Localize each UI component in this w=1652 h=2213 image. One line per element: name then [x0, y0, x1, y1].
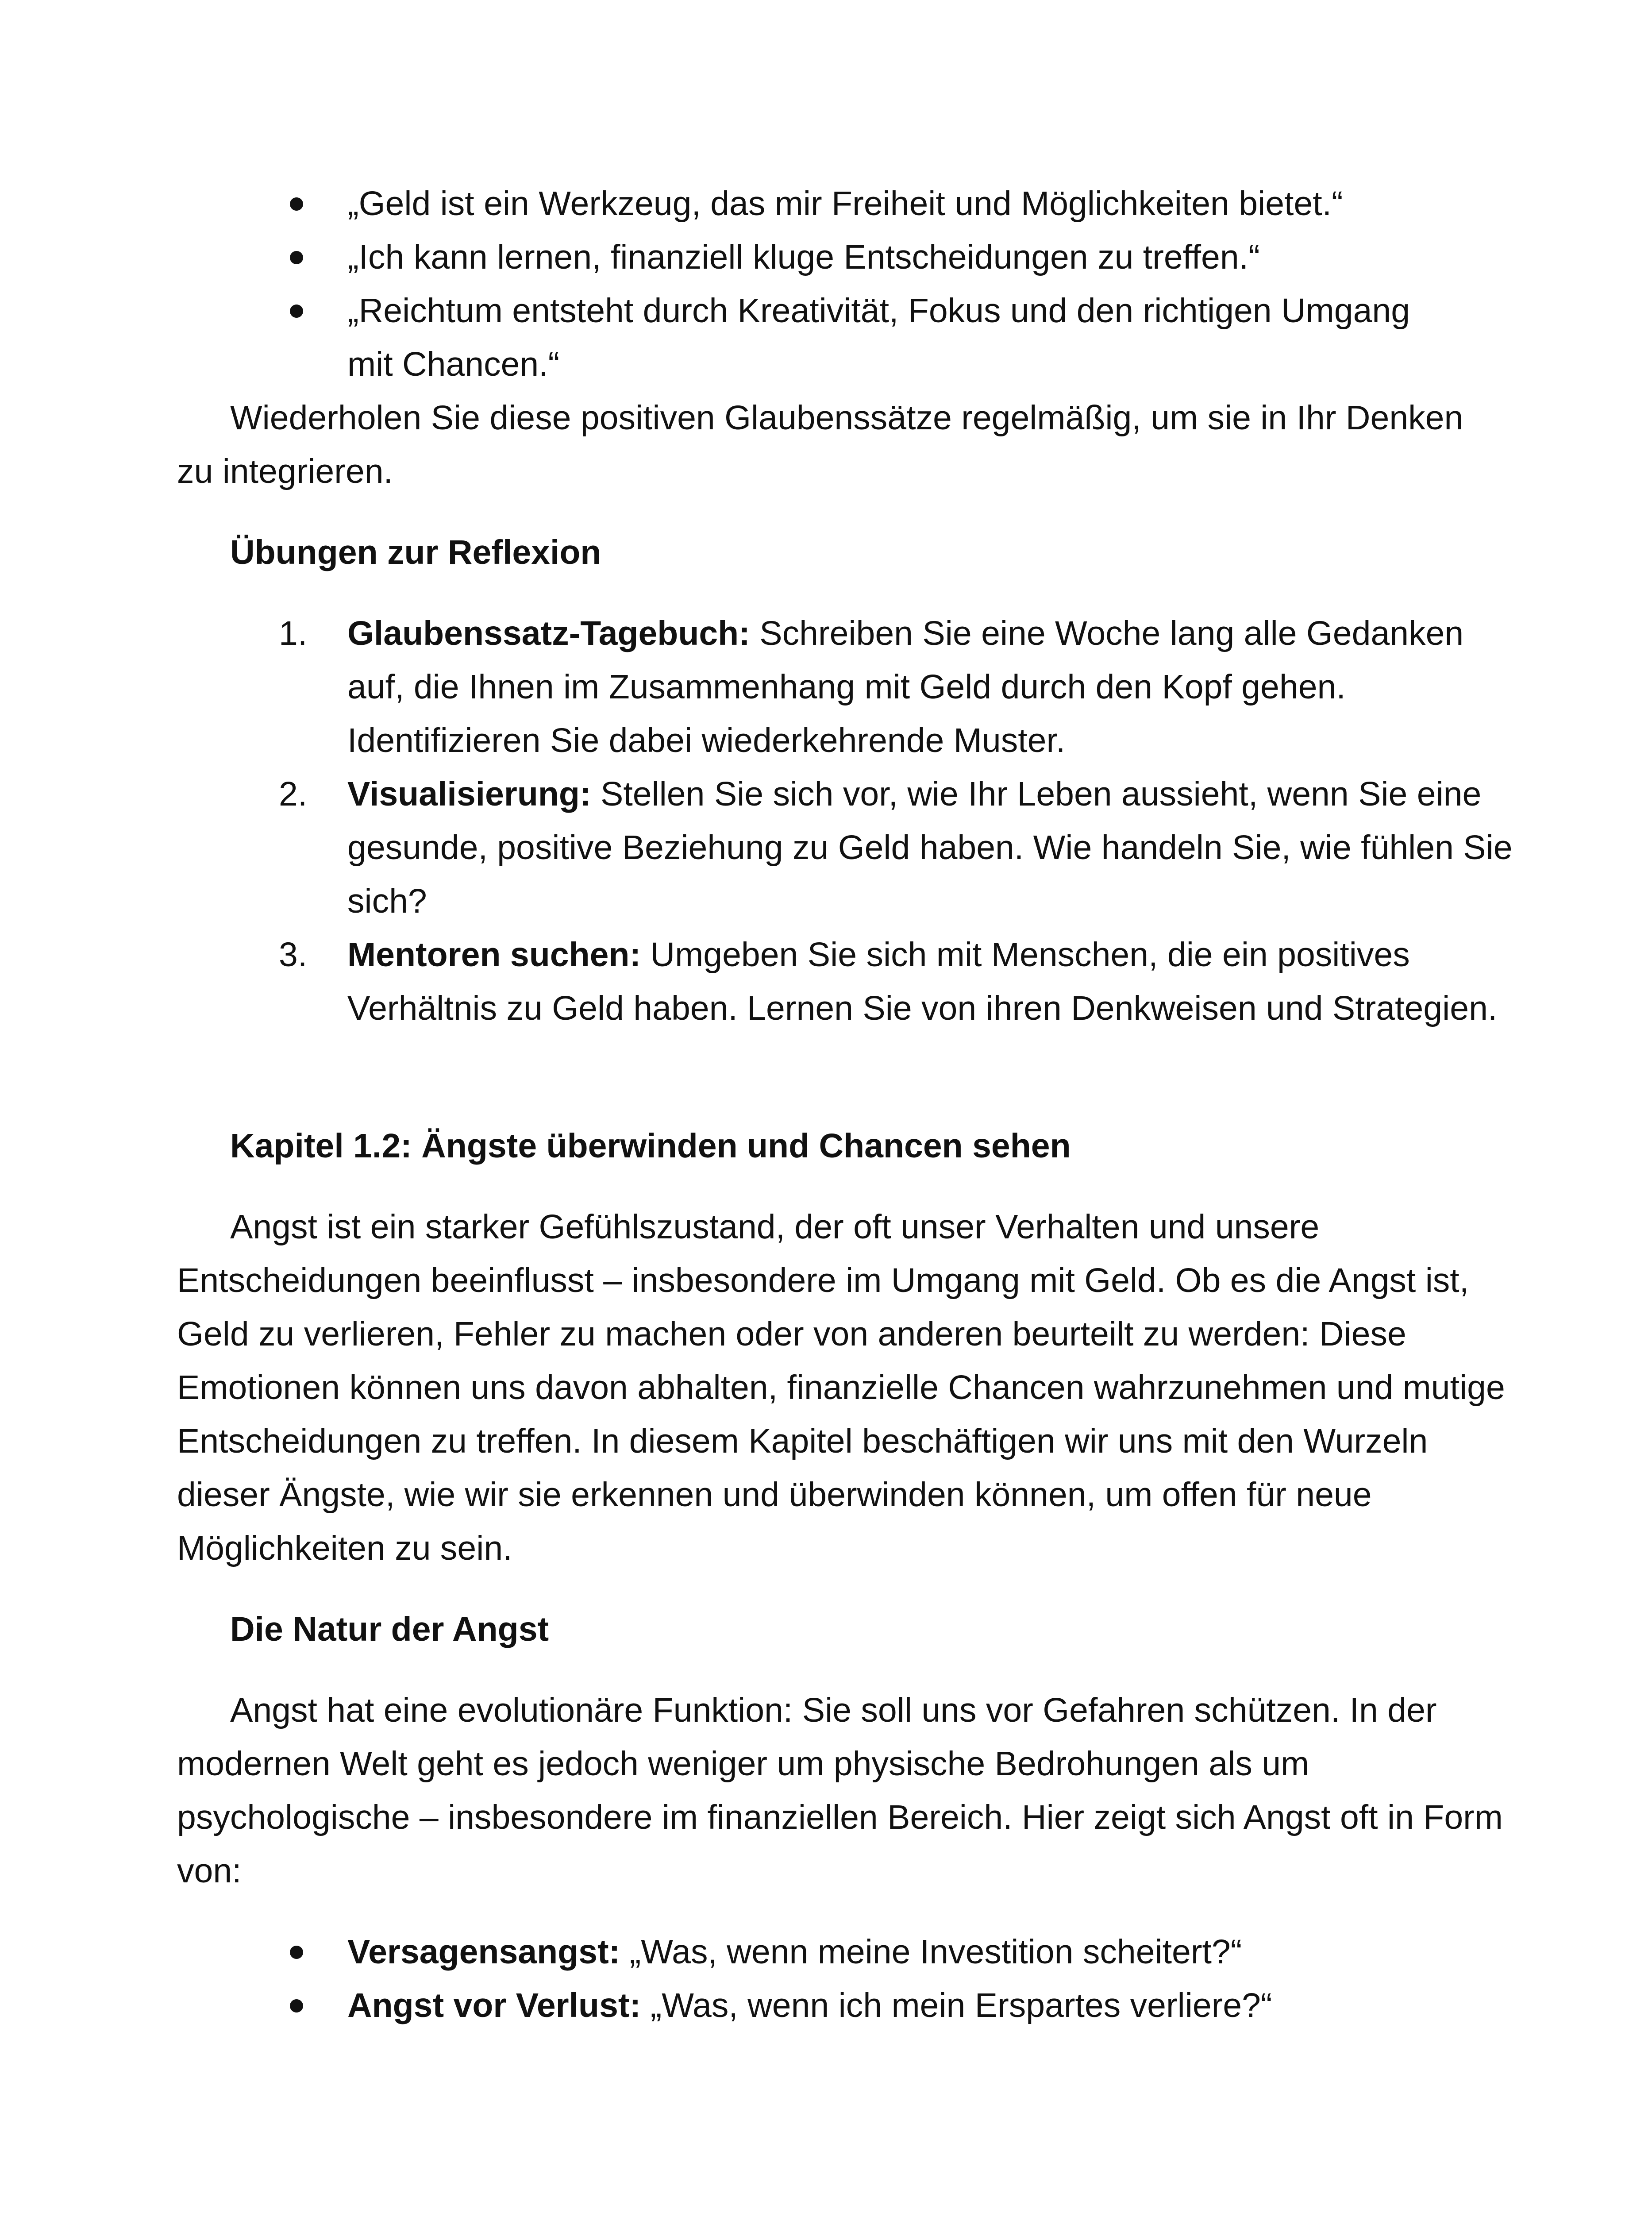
exercise-list: [177, 607, 1513, 1035]
list-item: [177, 231, 1513, 284]
list-item: [177, 284, 1513, 391]
list-item-text: „Geld ist ein Werkzeug, das mir Freiheit und Möglichkeiten bietet.“: [347, 185, 1343, 223]
bullet-icon: [290, 251, 303, 264]
paragraph-repeat: Wiederholen Sie diese positiven Glaubenssätze regelmäßig, um sie in Ihr Denken zu integrieren.: [177, 399, 1463, 490]
list-item-text: „Reichtum entsteht durch Kreativität, Fokus und den richtigen Umgang mit Chancen.“: [347, 292, 1410, 383]
chapter-intro-paragraph: Angst ist ein starker Gefühlszustand, der oft unser Verhalten und unsere Entscheidungen beeinflusst – insbesondere im Umgang mit Geld. Ob es die Angst ist, Geld zu verlieren, Fehler zu machen oder von anderen beurteilt zu werden: Diese Emotionen können uns davon abhalten, finanzielle Chancen wahrzunehmen und mutige Entscheidungen zu treffen. In diesem Kapitel beschäftigen wir uns mit den Wurzeln dieser Ängste, wie wir sie erkennen und überwinden können, um offen für neue Möglichkeiten zu sein.: [177, 1208, 1505, 1567]
exercise-text: Schreiben Sie eine Woche lang alle Gedanken auf, die Ihnen im Zusammenhang mit Geld durch den Kopf gehen. Identifizieren Sie dabei wiederkehrende Muster.: [347, 614, 1464, 760]
heading-natur: Die Natur der Angst: [230, 1610, 549, 1648]
page-content: [177, 177, 1513, 2032]
list-item: [177, 928, 1513, 1035]
list-item: [177, 607, 1513, 767]
fear-list: [177, 1925, 1513, 2032]
exercise-title: Glaubenssatz-Tagebuch:: [347, 614, 750, 652]
list-item: [177, 767, 1513, 928]
list-number: 3.: [279, 936, 308, 974]
list-item: [177, 1979, 1513, 2032]
fear-title: Angst vor Verlust:: [347, 1986, 641, 2024]
chapter-heading: Kapitel 1.2: Ängste überwinden und Chancen sehen: [230, 1127, 1071, 1165]
bullet-icon: [290, 305, 303, 318]
fear-text: „Was, wenn ich mein Erspartes verliere?“: [641, 1986, 1272, 2024]
exercise-title: Visualisierung:: [347, 775, 591, 813]
exercise-title: Mentoren suchen:: [347, 936, 641, 974]
heading-reflexion: Übungen zur Reflexion: [230, 533, 601, 571]
exercise-text: Stellen Sie sich vor, wie Ihr Leben aussieht, wenn Sie eine gesunde, positive Beziehung zu Geld haben. Wie handeln Sie, wie fühlen Sie sich?: [347, 775, 1513, 920]
bullet-icon: [290, 197, 303, 211]
list-number: 1.: [279, 614, 308, 652]
affirmation-list: [177, 177, 1513, 391]
list-item: [177, 1925, 1513, 1979]
fear-title: Versagensangst:: [347, 1933, 620, 1971]
fear-text: „Was, wenn meine Investition scheitert?“: [620, 1933, 1242, 1971]
list-item: [177, 177, 1513, 231]
exercise-text: Umgeben Sie sich mit Menschen, die ein positives Verhältnis zu Geld haben. Lernen Sie von ihren Denkweisen und Strategien.: [347, 936, 1498, 1027]
list-number: 2.: [279, 775, 308, 813]
list-item-text: „Ich kann lernen, finanziell kluge Entscheidungen zu treffen.“: [347, 238, 1260, 276]
bullet-icon: [290, 1999, 303, 2013]
bullet-icon: [290, 1946, 303, 1959]
natur-paragraph: Angst hat eine evolutionäre Funktion: Sie soll uns vor Gefahren schützen. In der modernen Welt geht es jedoch weniger um physische Bedrohungen als um psychologische – insbesondere im finanziellen Bereich. Hier zeigt sich Angst oft in Form von:: [177, 1691, 1503, 1890]
